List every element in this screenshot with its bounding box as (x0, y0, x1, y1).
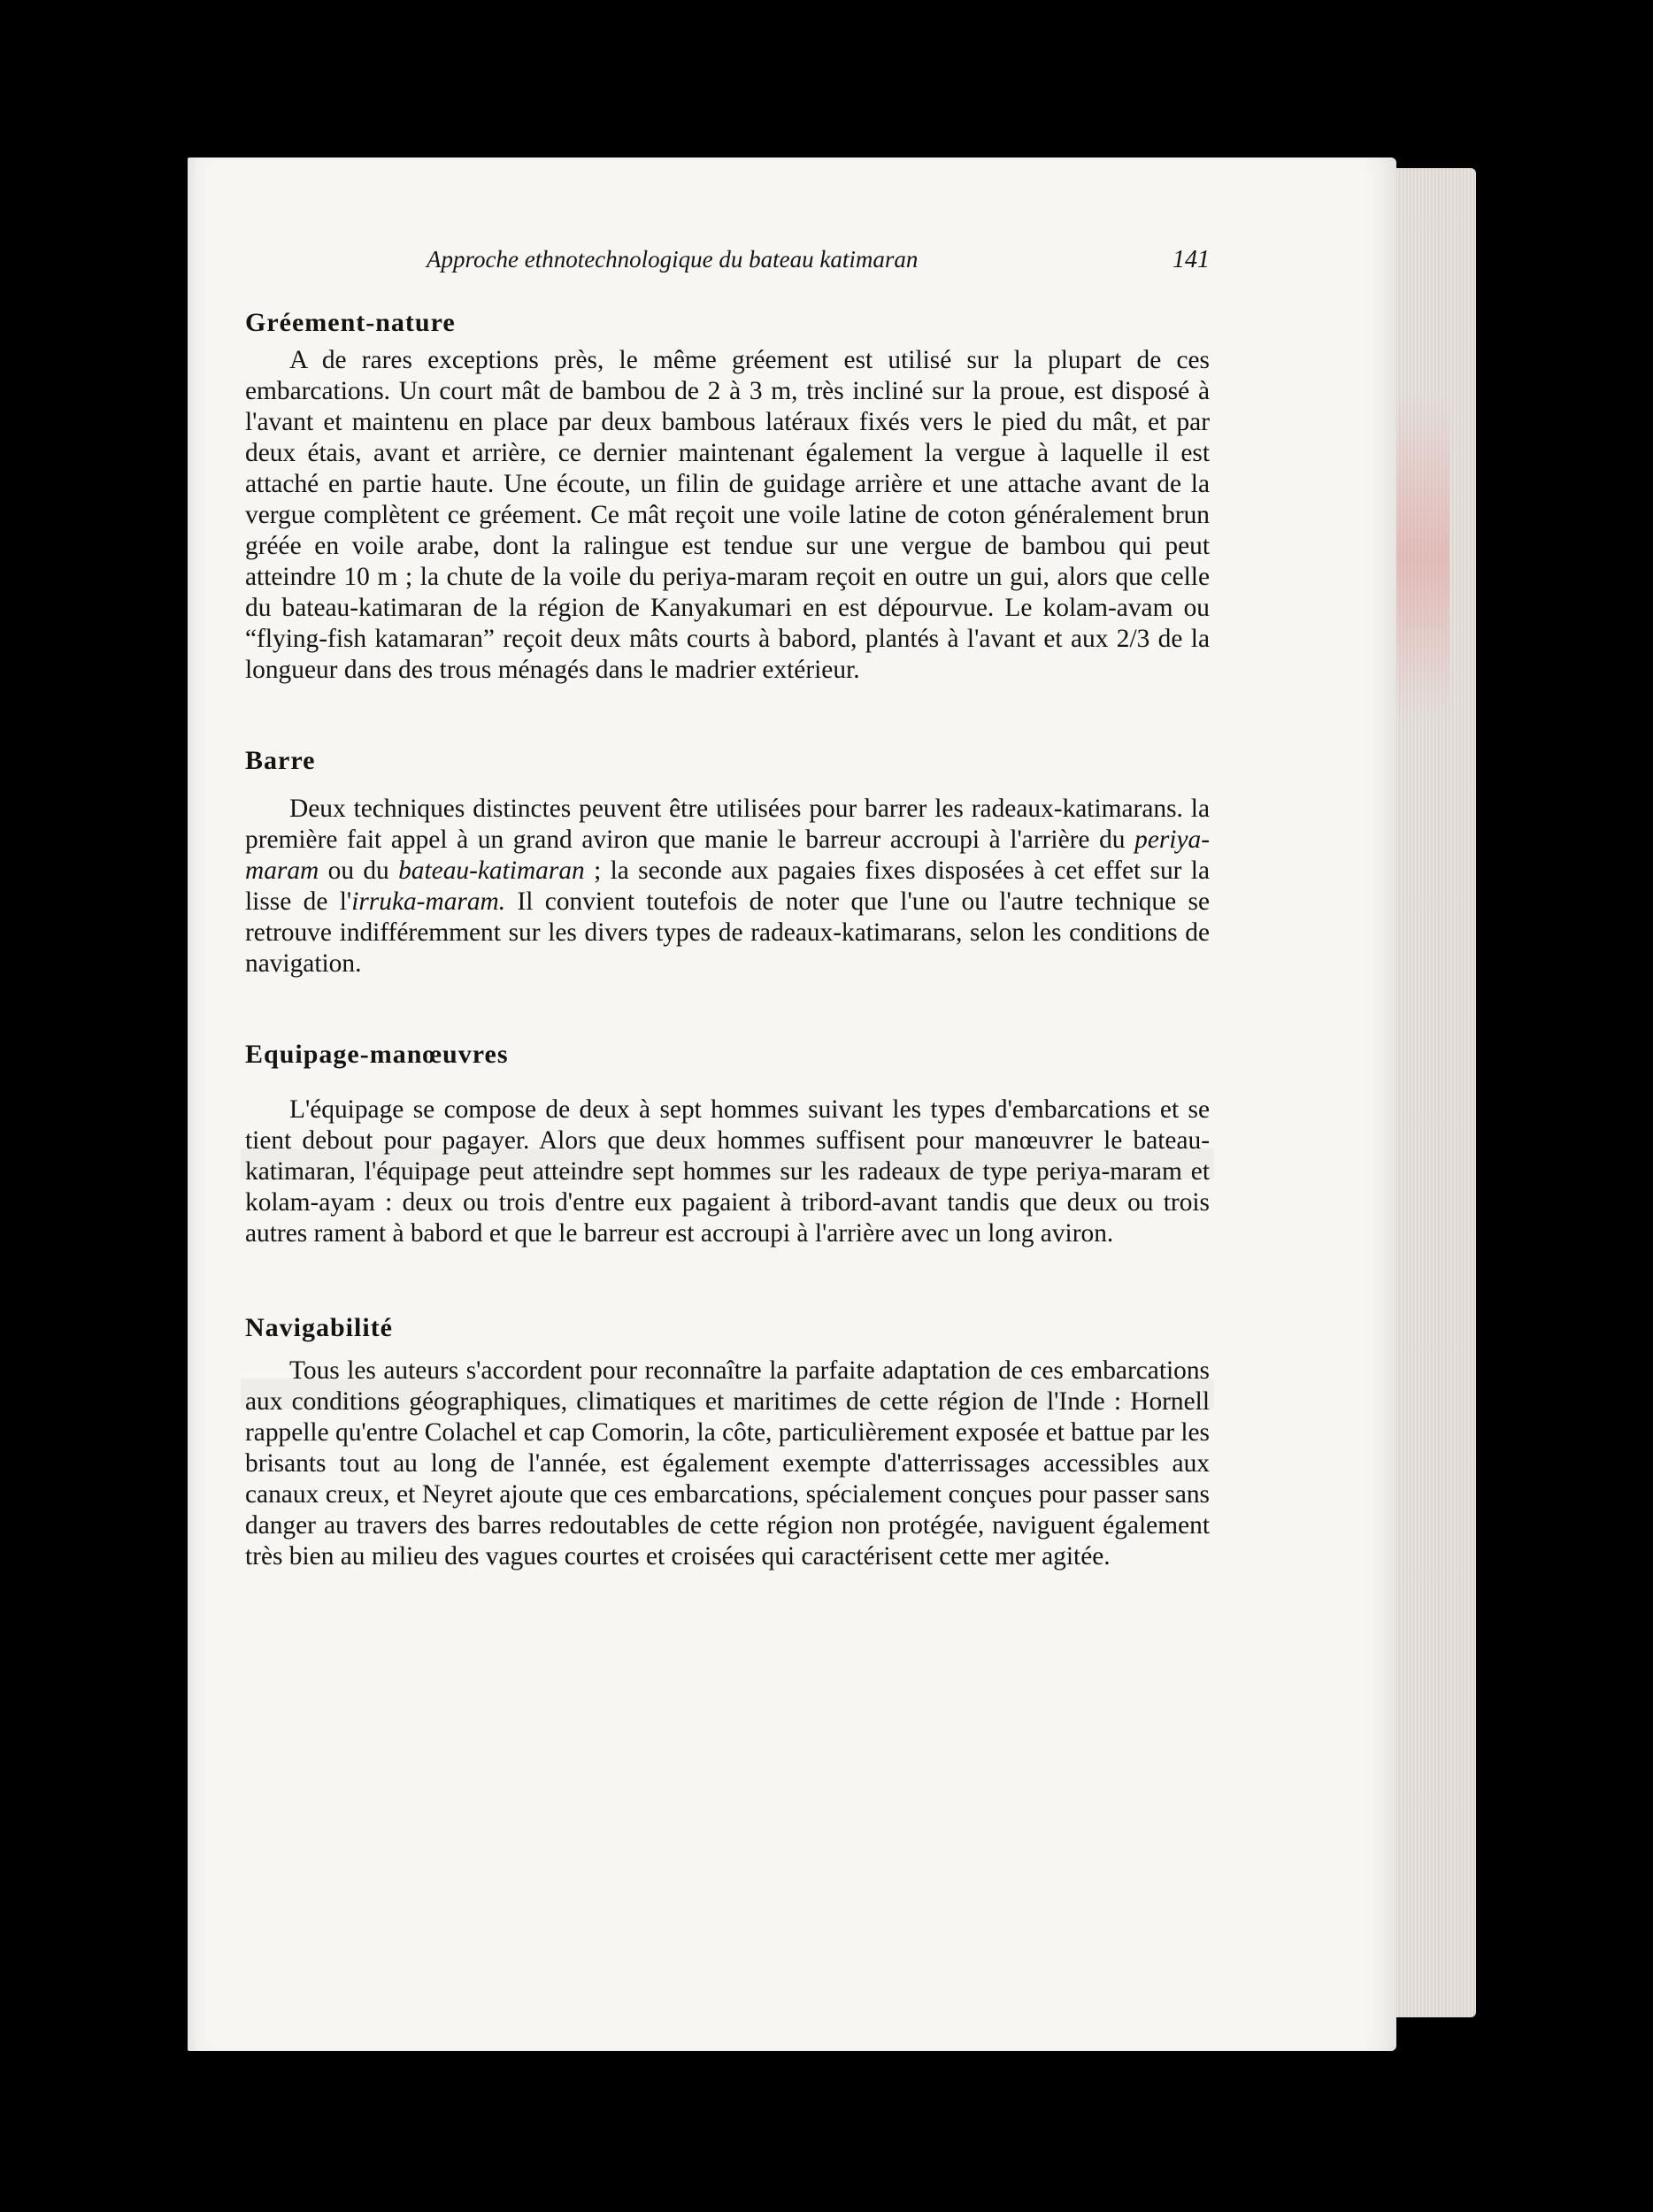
section-heading: Navigabilité (245, 1313, 393, 1342)
running-title: Approche ethnotechnologique du bateau katimaran (427, 246, 919, 273)
page-number: 141 (1172, 246, 1210, 273)
text-run: Deux techniques distinctes peuvent être utilisées pour barrer les radeaux-katimarans. la première fait appel à un grand aviron que manie le barreur accroupi à l'arrière du (245, 795, 1210, 854)
text-run: ou du (319, 856, 399, 885)
section-heading: Barre (245, 746, 316, 775)
section-barre (245, 746, 1210, 979)
section-paragraph (245, 794, 1210, 979)
italic-term: periya-maram (245, 826, 1210, 885)
section-paragraph: A de rares exceptions près, le même gréement est utilisé sur la plupart de ces embarcations. Un court mât de bambou de 2 à 3 m, très incliné sur la proue, est disposé à l'avant et maintenu en place par deux bambous latéraux fixés vers le pied du mât, et par deux étais, avant et arrière, ce dernier maintenant également la vergue à laquelle il est attaché en partie haute. Une écoute, un filin de guidage arrière et une attache avant de la vergue complètent ce gréement. Ce mât reçoit une voile latine de coton généralement brun gréée en voile arabe, dont la ralingue est tendue sur une vergue de bambou qui peut atteindre 10 m ; la chute de la voile du periya-maram reçoit en outre un gui, alors que celle du bateau-katimaran de la région de Kanyakumari en est dépourvue. Le kolam-avam ou “flying-fish katamaran” reçoit deux mâts courts à babord, plantés à l'avant et aux 2/3 de la longueur dans des trous ménagés dans le madrier extérieur. (245, 346, 1210, 684)
italic-term: bateau-katimaran (398, 856, 585, 885)
section-navigabilite (245, 1313, 1210, 1572)
section-equipage (245, 1040, 1210, 1249)
section-greement (245, 308, 1210, 686)
page-content (245, 246, 1210, 1572)
running-head (245, 246, 1210, 281)
section-heading: Gréement-nature (245, 308, 456, 337)
text-run: ; la seconde aux pagaies fixes disposées à cet effet sur la lisse de l' (245, 856, 1210, 916)
book-page (188, 157, 1396, 2051)
section-paragraph: L'équipage se compose de deux à sept hommes suivant les types d'embarcations et se tient debout pour pagayer. Alors que deux hommes suffisent pour manœuvrer le bateau-katimaran, l'équipage peut atteindre sept hommes sur les radeaux de type periya-maram et kolam-ayam : deux ou trois d'entre eux pagaient à tribord-avant tandis que deux ou trois autres rament à babord et que le barreur est accroupi à l'arrière avec un long aviron. (245, 1095, 1210, 1248)
section-paragraph: Tous les auteurs s'accordent pour reconnaître la parfaite adaptation de ces embarcations aux conditions géographiques, climatiques et maritimes de cette région de l'Inde : Hornell rappelle qu'entre Colachel et cap Comorin, la côte, particulièrement exposée et battue par les brisants tout au long de l'année, est également exempte d'atterrissages accessibles aux canaux creux, et Neyret ajoute que ces embarcations, spécialement conçues pour passer sans danger au travers des barres redoutables de cette région non protégée, naviguent également très bien au milieu des vagues courtes et croisées qui caractérisent cette mer agitée. (245, 1356, 1210, 1571)
text-run: Il convient toutefois de noter que l'une ou l'autre technique se retrouve indifféremment sur les divers types de radeaux-katimarans, selon les conditions de navigation. (245, 887, 1210, 978)
section-heading: Equipage-manœuvres (245, 1040, 509, 1069)
italic-term: irruka-maram. (351, 887, 506, 916)
